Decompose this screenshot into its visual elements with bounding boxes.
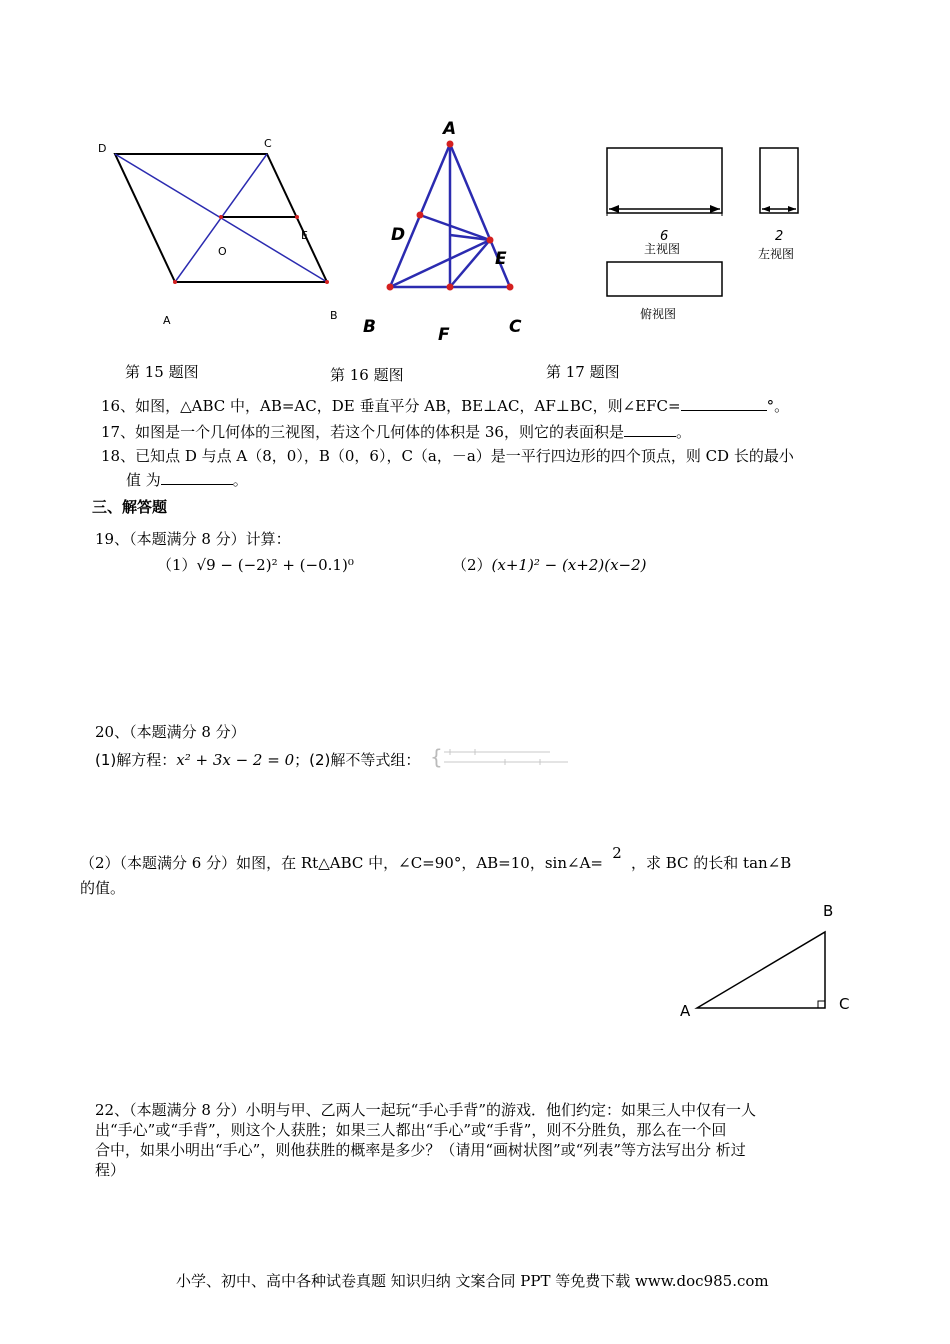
figure-16 (355, 112, 535, 347)
q16-text: 16、如图，△ABC 中，AB=AC，DE 垂直平分 AB，BE⊥AC，AF⊥BC，则∠EFC= (101, 397, 681, 415)
q22-line1: 22、（本题满分 8 分）小明与甲、乙两人一起玩“手心手背”的游戏．他们约定：如果三人中仅有一人 (95, 1101, 757, 1119)
q21-fraction-numerator: 2 (612, 844, 622, 862)
fig15-label-o: O (218, 245, 227, 258)
fig16-label-c: C (509, 317, 522, 337)
fig16-label-d: D (391, 225, 406, 245)
q17-text: 17、如图是一个几何体的三视图，若这个几何体的体积是 36，则它的表面积是 (101, 423, 624, 441)
q19-part1-label: （1） (157, 556, 197, 574)
q16-suffix: °。 (766, 397, 790, 415)
q20-part2: (2)解不等式组： (309, 751, 421, 769)
fig16-caption: 第 16 题图 (330, 366, 404, 384)
fig15-label-b: B (330, 309, 338, 322)
fig17-left-dim: 2 (775, 229, 784, 244)
question-16 (101, 395, 789, 416)
q19-part2-expr: (x+1)² − (x+2)(x−2) (491, 556, 647, 574)
q22-line2: 出“手心”或“手背”，则这个人获胜；如果三人都出“手心”或“手背”，则不分胜负，那么在一个回 (95, 1121, 727, 1139)
fig17-front-label: 主视图 (644, 242, 681, 256)
fig16-label-f: F (438, 325, 450, 345)
q19-part2 (452, 554, 647, 575)
q20-part1-expr: x² + 3x − 2 = 0 (176, 751, 295, 769)
q18-line2-suffix: 。 (232, 471, 248, 489)
fig17-front-dim: 6 (660, 229, 669, 244)
q17-suffix: 。 (675, 423, 691, 441)
q19-part1-expr: √9 − (−2)² + (−0.1)⁰ (196, 556, 354, 574)
fig15-label-d: D (98, 142, 107, 155)
q20-header: 20、（本题满分 8 分） (95, 723, 246, 741)
fig15-label-a: A (163, 314, 171, 327)
q18-answer-blank (161, 470, 233, 485)
fig16-label-e: E (495, 249, 507, 269)
fig17-top-label: 俯视图 (640, 307, 677, 321)
fig16-label-b: B (363, 317, 376, 337)
fig21-label-a: A (680, 1002, 691, 1020)
fig21-label-b: B (823, 902, 834, 920)
figure-15 (90, 130, 350, 330)
q21-line2: 的值。 (80, 879, 126, 897)
q19-part1 (157, 554, 354, 575)
fig15-label-e: E (301, 229, 308, 242)
fig15-caption: 第 15 题图 (125, 363, 199, 381)
page-footer: 小学、初中、高中各种试卷真题 知识归纳 文案合同 PPT 等免费下载 www.doc985.com (176, 1272, 769, 1290)
question-17 (101, 421, 691, 442)
q21-line1 (80, 844, 792, 873)
fig17-caption: 第 17 题图 (546, 363, 620, 381)
q21-text: （2）（本题满分 6 分）如图，在 Rt△ABC 中，∠C=90°，AB=10，sin∠A= (80, 854, 603, 872)
svg-text:{: { (430, 745, 443, 769)
fig17-left-label: 左视图 (758, 247, 795, 261)
q20-part1: (1)解方程： (95, 751, 177, 769)
fig16-label-a: A (443, 119, 457, 139)
q18-line1: 18、已知点 D 与点 A（8，0），B（0，6），C（a，－a）是一平行四边形的四个顶点，则 CD 长的最小 (101, 447, 794, 465)
figure-17 (600, 140, 820, 330)
section-3-title: 三、解答题 (92, 498, 168, 516)
q21-tail: ，求 BC 的长和 tan∠B (630, 854, 792, 872)
q20-parts (95, 749, 420, 770)
q20-inequality-image (430, 745, 575, 771)
q18-line2-prefix: 值 为 (126, 471, 161, 489)
q16-answer-blank (681, 396, 767, 411)
q22-line4: 程） (95, 1161, 126, 1179)
q17-answer-blank (624, 422, 676, 437)
q20-sep: ； (294, 751, 310, 769)
fig21-label-c: C (839, 995, 850, 1013)
q19-part2-label: （2） (452, 556, 492, 574)
q19-header: 19、（本题满分 8 分）计算： (95, 530, 291, 548)
fig15-label-c: C (264, 137, 272, 150)
q18-line2 (126, 469, 248, 490)
figure-21 (670, 895, 860, 1025)
q22-line3: 合中，如果小明出“手心”，则他获胜的概率是多少？（请用“画树状图”或“列表”等方法写出分 析过 (95, 1141, 746, 1159)
